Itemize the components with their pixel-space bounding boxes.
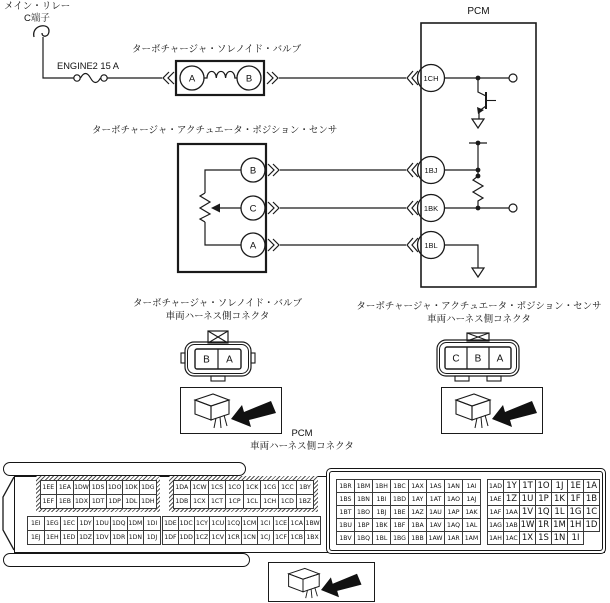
pcm-connector-title-line1: PCM xyxy=(291,428,313,439)
pcm-pin-1AS: 1AS xyxy=(426,479,445,493)
sensor-connector-pin-c: C xyxy=(452,353,460,365)
pcm-pin-1AI: 1AI xyxy=(462,479,481,493)
pcm-pin-1BS: 1BS xyxy=(336,492,355,506)
main-relay-connector-symbol xyxy=(34,26,49,37)
pcm-pin-1C: 1C xyxy=(583,505,600,519)
pcm-pin-1CZ: 1CZ xyxy=(194,530,211,545)
pcm-pin-1BX: 1BX xyxy=(304,530,321,545)
pcm-pin-1DY: 1DY xyxy=(77,516,95,531)
pcm-pin-1P: 1P xyxy=(535,492,552,506)
pcm-pin-1CK: 1CK xyxy=(243,480,262,495)
pcm-pin-1B: 1B xyxy=(583,492,600,506)
sensor-connector-pin-b: B xyxy=(474,353,482,365)
pcm-pin-1BO: 1BO xyxy=(354,505,373,519)
pcm-pin-1AY: 1AY xyxy=(408,492,427,506)
pcm-pin-1AB: 1AB xyxy=(503,518,520,532)
pcm-pin-1DE: 1DE xyxy=(162,516,179,531)
connector-arrow-icon xyxy=(442,388,542,430)
pcm-pin-1DK: 1DK xyxy=(122,480,140,495)
pcm-pin-1AJ: 1AJ xyxy=(462,492,481,506)
connector-arrow-icon xyxy=(271,563,371,599)
pcm-pin-1AG: 1AG xyxy=(487,518,504,532)
pcm-pin-1AA: 1AA xyxy=(503,505,520,519)
pcm-pin-1DP: 1DP xyxy=(106,494,124,509)
pcm-pin-1BU: 1BU xyxy=(336,518,355,532)
pcm-pin-1CE: 1CE xyxy=(273,516,290,531)
pcm-pin-1CV: 1CV xyxy=(209,530,226,545)
pcm-pin-1DC: 1DC xyxy=(178,516,195,531)
pcm-pin-1BH: 1BH xyxy=(372,479,391,493)
solenoid-connector-pin-a: A xyxy=(226,354,233,366)
pcm-terminal-1ch: 1CH xyxy=(423,73,439,83)
pcm-pin-1EE: 1EE xyxy=(40,480,58,495)
pcm-pin-1EA: 1EA xyxy=(56,480,74,495)
pcm-pin-1BZ: 1BZ xyxy=(296,494,315,509)
solenoid-connector-title-line1: ターボチャージャ・ソレノイド・バルブ xyxy=(132,298,303,309)
pcm-pin-block-bottom-left xyxy=(27,516,161,545)
pcm-pin-1BP: 1BP xyxy=(354,518,373,532)
pcm-pin-1CL: 1CL xyxy=(243,494,262,509)
pcm-terminal-1ch-circuit xyxy=(407,65,517,129)
pcm-pin-1BK: 1BK xyxy=(372,518,391,532)
pcm-pin-1R: 1R xyxy=(535,518,552,532)
pcm-pin-1AK: 1AK xyxy=(462,505,481,519)
pcm-pin-1Z: 1Z xyxy=(503,492,520,506)
pcm-pin-1ED: 1ED xyxy=(60,530,78,545)
pcm-pin-1EF: 1EF xyxy=(40,494,58,509)
pcm-pin-1J: 1J xyxy=(551,479,568,493)
pcm-pin-1L: 1L xyxy=(551,505,568,519)
pcm-pin-1CS: 1CS xyxy=(208,480,227,495)
pcm-connector-left-chamfer xyxy=(0,460,20,560)
schematic-canvas xyxy=(0,0,610,300)
pcm-pin-1CF: 1CF xyxy=(273,530,290,545)
pcm-pin-1AZ: 1AZ xyxy=(408,505,427,519)
pcm-pin-1BQ: 1BQ xyxy=(354,531,373,545)
sensor-terminal-b: B xyxy=(249,165,257,177)
sensor-terminal-c: C xyxy=(249,203,257,215)
position-sensor-symbol xyxy=(178,144,279,272)
pcm-connector-top-rail xyxy=(3,462,246,476)
pcm-pin-block-right-a xyxy=(336,479,481,545)
pcm-pin-1CI: 1CI xyxy=(257,516,274,531)
pcm-terminal-1bj: 1BJ xyxy=(424,165,438,175)
pcm-pin-1DG: 1DG xyxy=(139,480,157,495)
solenoid-connector-title xyxy=(60,298,375,323)
pcm-view-direction-icon xyxy=(268,562,375,602)
sensor-connector-title xyxy=(348,301,610,326)
pcm-pin-1AX: 1AX xyxy=(408,479,427,493)
sensor-wires xyxy=(280,170,406,245)
pcm-pin-1O: 1O xyxy=(535,479,552,493)
pcm-pin-1DJ: 1DJ xyxy=(143,530,161,545)
pcm-pin-1EH: 1EH xyxy=(44,530,62,545)
pcm-pin-1AE: 1AE xyxy=(487,492,504,506)
pcm-pin-1EI: 1EI xyxy=(27,516,45,531)
pcm-pin-1AH: 1AH xyxy=(487,531,504,545)
pcm-pin-1CJ: 1CJ xyxy=(257,530,274,545)
sensor-connector-face xyxy=(431,331,525,385)
solenoid-connector-pin-b: B xyxy=(203,354,210,366)
pcm-pin-1DZ: 1DZ xyxy=(77,530,95,545)
solenoid-connector-face xyxy=(177,327,259,385)
sensor-view-direction-icon xyxy=(441,387,543,434)
connector-arrow-icon xyxy=(181,388,281,430)
pcm-pin-1CU: 1CU xyxy=(209,516,226,531)
pcm-pin-1M: 1M xyxy=(551,518,568,532)
pcm-pin-1I: 1I xyxy=(567,531,584,545)
pcm-pin-1AF: 1AF xyxy=(487,505,504,519)
solenoid-valve-symbol xyxy=(163,61,406,95)
pcm-pin-1X: 1X xyxy=(519,531,536,545)
pcm-pin-1CH: 1CH xyxy=(260,494,279,509)
pcm-pin-1H: 1H xyxy=(567,518,584,532)
pcm-pin-1Q: 1Q xyxy=(535,505,552,519)
solenoid-connector-title-line2: 車両ハーネス側コネクタ xyxy=(165,310,270,322)
pcm-pin-1DD: 1DD xyxy=(178,530,195,545)
pcm-pin-1DR: 1DR xyxy=(110,530,128,545)
pcm-pin-1BR: 1BR xyxy=(336,479,355,493)
pcm-pin-1S: 1S xyxy=(535,531,552,545)
solenoid-terminal-b: B xyxy=(245,73,253,85)
pcm-pin-1DV: 1DV xyxy=(93,530,111,545)
pcm-pin-1BG: 1BG xyxy=(390,531,409,545)
pcm-pin-1DI: 1DI xyxy=(143,516,161,531)
pcm-title: PCM xyxy=(467,6,490,17)
pcm-pin-1CW: 1CW xyxy=(190,480,209,495)
pcm-pin-1AN: 1AN xyxy=(444,479,463,493)
pcm-terminal-1bk: 1BK xyxy=(423,203,439,213)
pcm-pin-1DT: 1DT xyxy=(89,494,107,509)
pcm-pin-1AP: 1AP xyxy=(444,505,463,519)
pcm-pin-1CC: 1CC xyxy=(278,480,297,495)
sensor-terminal-a: A xyxy=(249,240,257,252)
pcm-pin-1BN: 1BN xyxy=(354,492,373,506)
pcm-pin-1A: 1A xyxy=(583,479,600,493)
pcm-pin-1EB: 1EB xyxy=(56,494,74,509)
pcm-pin-1U: 1U xyxy=(519,492,536,506)
pcm-pin-1BD: 1BD xyxy=(390,492,409,506)
pcm-pin-1CY: 1CY xyxy=(194,516,211,531)
pcm-pin-1DW: 1DW xyxy=(73,480,91,495)
pcm-pin-1DA: 1DA xyxy=(173,480,192,495)
pcm-pin-1AR: 1AR xyxy=(444,531,463,545)
pcm-pin-1CA: 1CA xyxy=(288,516,305,531)
pcm-sensor-terminals-circuit xyxy=(407,141,517,277)
pcm-pin-1Y: 1Y xyxy=(503,479,520,493)
sensor-connector-title-line2: 車両ハーネス側コネクタ xyxy=(427,313,531,325)
pcm-pin-1CO: 1CO xyxy=(225,480,244,495)
pcm-pin-1BL: 1BL xyxy=(372,531,391,545)
pcm-pin-1AO: 1AO xyxy=(444,492,463,506)
pcm-pin-1AT: 1AT xyxy=(426,492,445,506)
pcm-pin-1DO: 1DO xyxy=(106,480,124,495)
pcm-pin-1EC: 1EC xyxy=(60,516,78,531)
pcm-pin-1DB: 1DB xyxy=(173,494,192,509)
pcm-pin-1BC: 1BC xyxy=(390,479,409,493)
pcm-pin-1CR: 1CR xyxy=(225,530,242,545)
pcm-pin-1AV: 1AV xyxy=(426,518,445,532)
solenoid-terminal-a: A xyxy=(188,73,196,85)
pcm-connector-title-line2: 車両ハーネス側コネクタ xyxy=(250,440,354,452)
pcm-pin-1AM: 1AM xyxy=(462,531,481,545)
main-relay-terminal-label: C端子 xyxy=(24,13,50,24)
pcm-pin-1N: 1N xyxy=(551,531,568,545)
pcm-pin-1EJ: 1EJ xyxy=(27,530,45,545)
pcm-pin-1CP: 1CP xyxy=(225,494,244,509)
pcm-pin-1BA: 1BA xyxy=(408,518,427,532)
pcm-pin-1AQ: 1AQ xyxy=(444,518,463,532)
pcm-pin-block-right-b xyxy=(487,479,600,545)
pcm-pin-1BI: 1BI xyxy=(372,492,391,506)
pcm-connector-bottom-rail xyxy=(3,553,250,567)
pcm-pin-1BE: 1BE xyxy=(390,505,409,519)
pcm-pin-1CX: 1CX xyxy=(190,494,209,509)
pcm-pin-1BY: 1BY xyxy=(296,480,315,495)
pcm-pin-1CN: 1CN xyxy=(241,530,258,545)
pcm-pin-1AL: 1AL xyxy=(462,518,481,532)
pcm-pin-1AC: 1AC xyxy=(503,531,520,545)
pcm-pin-1DU: 1DU xyxy=(93,516,111,531)
pcm-pin-1DL: 1DL xyxy=(122,494,140,509)
pcm-pin-1DF: 1DF xyxy=(162,530,179,545)
pcm-pin-1E: 1E xyxy=(567,479,584,493)
sensor-connector-pin-a: A xyxy=(496,353,504,365)
solenoid-view-direction-icon xyxy=(180,387,282,434)
pcm-pin-1K: 1K xyxy=(551,492,568,506)
pcm-pin-1BF: 1BF xyxy=(390,518,409,532)
pcm-pin-1CB: 1CB xyxy=(288,530,305,545)
pcm-pin-1AU: 1AU xyxy=(426,505,445,519)
pcm-pin-1BW: 1BW xyxy=(304,516,321,531)
pcm-pin-1BM: 1BM xyxy=(354,479,373,493)
pcm-terminal-1bl: 1BL xyxy=(424,240,438,250)
pcm-pin-1BJ: 1BJ xyxy=(372,505,391,519)
pcm-pin-1CT: 1CT xyxy=(208,494,227,509)
pcm-pin-1DH: 1DH xyxy=(139,494,157,509)
pcm-pin-1T: 1T xyxy=(519,479,536,493)
pcm-pin-1V: 1V xyxy=(519,505,536,519)
pcm-pin-block-top-mid xyxy=(169,476,318,512)
pcm-pin-block-top-left xyxy=(36,476,160,512)
pcm-pin-1BV: 1BV xyxy=(336,531,355,545)
pcm-pin-1DX: 1DX xyxy=(73,494,91,509)
pcm-pin-1DN: 1DN xyxy=(127,530,145,545)
pcm-pin-1AD: 1AD xyxy=(487,479,504,493)
pcm-pin-1F: 1F xyxy=(567,492,584,506)
pcm-pin-block-bottom-mid xyxy=(162,516,321,545)
pcm-pin-1CD: 1CD xyxy=(278,494,297,509)
pcm-pin-1CQ: 1CQ xyxy=(225,516,242,531)
pcm-pin-1EG: 1EG xyxy=(44,516,62,531)
pcm-pin-1CM: 1CM xyxy=(241,516,258,531)
pcm-pin-1CG: 1CG xyxy=(260,480,279,495)
position-sensor-title: ターボチャージャ・アクチュエータ・ポジション・センサ xyxy=(92,125,338,136)
pcm-pin-1BT: 1BT xyxy=(336,505,355,519)
pcm-pin-1DS: 1DS xyxy=(89,480,107,495)
main-relay-label: メイン・リレー xyxy=(4,1,71,12)
solenoid-valve-title: ターボチャージャ・ソレノイド・バルブ xyxy=(132,44,302,55)
pcm-pin-1D: 1D xyxy=(583,518,600,532)
pcm-pin-1BB: 1BB xyxy=(408,531,427,545)
sensor-connector-title-line1: ターボチャージャ・アクチュエータ・ポジション・センサ xyxy=(356,301,602,312)
pcm-pin-1W: 1W xyxy=(520,520,535,530)
fuse-label: ENGINE2 15 A xyxy=(57,61,120,71)
pcm-pin-1DQ: 1DQ xyxy=(110,516,128,531)
pcm-pin-1AW: 1AW xyxy=(426,531,445,545)
pcm-pin-1G: 1G xyxy=(567,505,584,519)
pcm-pin-1DM: 1DM xyxy=(127,516,145,531)
